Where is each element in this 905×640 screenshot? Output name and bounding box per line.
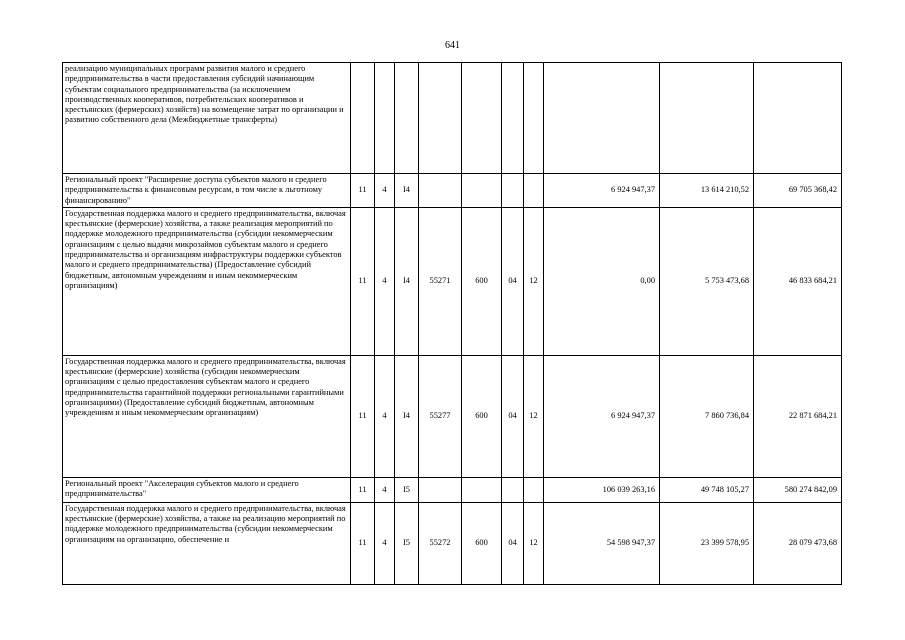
amount-year-2: 23 399 578,95	[660, 502, 754, 584]
code-program: 11	[351, 174, 375, 208]
row-description: реализацию муниципальных программ развития малого и среднего предпринимательства в части предоставления субсидий начинающим субъектам социального предпринимательства (за исключением производственных кооперативов, потребительских кооперативов и крестьянских (фермерских) хозяйств) на возмещение затрат по организации и развитию собственного дела (Межбюджетные трансферты)	[63, 63, 351, 174]
amount-year-1	[544, 63, 660, 174]
budget-table	[62, 62, 842, 585]
code-section: 04	[502, 502, 524, 584]
table-row	[63, 355, 842, 477]
amount-year-2	[660, 63, 754, 174]
code-subprogram	[375, 63, 395, 174]
amount-year-3: 69 705 368,42	[754, 174, 842, 208]
code-direction: 55277	[419, 355, 462, 477]
code-section: 04	[502, 355, 524, 477]
code-section: 04	[502, 207, 524, 355]
amount-year-2: 49 748 105,27	[660, 477, 754, 502]
code-expense-type	[462, 477, 502, 502]
code-direction	[419, 174, 462, 208]
row-description: Региональный проект "Акселерация субъектов малого и среднего предпринимательства"	[63, 477, 351, 502]
code-project: I5	[395, 477, 419, 502]
code-direction: 55272	[419, 502, 462, 584]
code-direction	[419, 477, 462, 502]
amount-year-1: 6 924 947,37	[544, 355, 660, 477]
code-expense-type: 600	[462, 355, 502, 477]
code-direction	[419, 63, 462, 174]
code-subprogram: 4	[375, 477, 395, 502]
code-project: I4	[395, 355, 419, 477]
table-row	[63, 477, 842, 502]
code-subsection: 12	[524, 502, 544, 584]
amount-year-1: 54 598 947,37	[544, 502, 660, 584]
code-program: 11	[351, 502, 375, 584]
amount-year-3: 580 274 842,09	[754, 477, 842, 502]
amount-year-3: 28 079 473,68	[754, 502, 842, 584]
amount-year-2: 5 753 473,68	[660, 207, 754, 355]
code-direction: 55271	[419, 207, 462, 355]
code-subprogram: 4	[375, 174, 395, 208]
code-subsection	[524, 63, 544, 174]
row-description: Государственная поддержка малого и среднего предпринимательства, включая крестьянские (фермерские) хозяйства, а также реализация мероприятий по поддержке молодежного предпринимательства (субсидии некоммерческим организациям с целью выдачи микрозаймов субъектам малого и среднего предпринимательства и организациям инфраструктуры поддержки субъектов малого и среднего предпринимательства) (Предоставление субсидий бюджетным, автономным учреждениям и иным некоммерческим организациям)	[63, 207, 351, 355]
table-row	[63, 63, 842, 174]
amount-year-1: 6 924 947,37	[544, 174, 660, 208]
code-expense-type: 600	[462, 502, 502, 584]
code-section	[502, 477, 524, 502]
amount-year-3	[754, 63, 842, 174]
code-program: 11	[351, 207, 375, 355]
amount-year-3: 22 871 684,21	[754, 355, 842, 477]
code-subsection	[524, 174, 544, 208]
code-project: I4	[395, 207, 419, 355]
code-expense-type	[462, 63, 502, 174]
table-row	[63, 502, 842, 584]
page-number: 641	[445, 40, 460, 51]
amount-year-1: 0,00	[544, 207, 660, 355]
code-section	[502, 63, 524, 174]
table-row	[63, 207, 842, 355]
code-project: I5	[395, 502, 419, 584]
code-section	[502, 174, 524, 208]
row-description: Государственная поддержка малого и среднего предпринимательства, включая крестьянские (фермерские) хозяйства, а также на реализацию мероприятий по поддержке молодежного предпринимательства (субсидии некоммерческим организациям на организацию, обеспечение и	[63, 502, 351, 584]
row-description: Региональный проект "Расширение доступа субъектов малого и среднего предпринимательства к финансовым ресурсам, в том числе к льготному финансированию"	[63, 174, 351, 208]
code-subsection: 12	[524, 355, 544, 477]
code-expense-type	[462, 174, 502, 208]
row-description: Государственная поддержка малого и среднего предпринимательства, включая крестьянские (фермерские) хозяйства (субсидии некоммерческим организациям с целью предоставления субъектам малого и среднего предпринимательства гарантийной поддержки региональными гарантийными организациями) (Предоставление субсидий бюджетным, автономным учреждениям и иным некоммерческим организациям)	[63, 355, 351, 477]
amount-year-1: 106 039 263,16	[544, 477, 660, 502]
table-row	[63, 174, 842, 208]
amount-year-2: 7 860 736,84	[660, 355, 754, 477]
code-subprogram: 4	[375, 502, 395, 584]
amount-year-3: 46 833 684,21	[754, 207, 842, 355]
code-subsection	[524, 477, 544, 502]
code-project	[395, 63, 419, 174]
code-program: 11	[351, 477, 375, 502]
code-subprogram: 4	[375, 355, 395, 477]
amount-year-2: 13 614 210,52	[660, 174, 754, 208]
code-subprogram: 4	[375, 207, 395, 355]
code-program	[351, 63, 375, 174]
code-expense-type: 600	[462, 207, 502, 355]
code-program: 11	[351, 355, 375, 477]
code-project: I4	[395, 174, 419, 208]
code-subsection: 12	[524, 207, 544, 355]
